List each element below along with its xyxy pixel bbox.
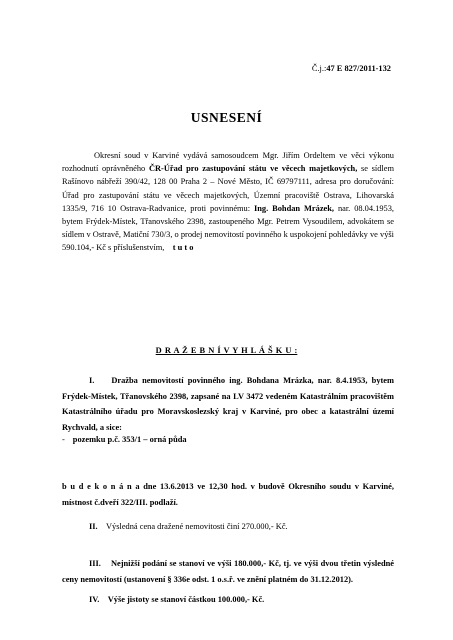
section-heading: D R A Ž E B N Í V Y H L Á Š K U : [155, 346, 298, 355]
section-4 [62, 592, 394, 608]
section-1 [62, 373, 394, 435]
case-number [312, 64, 391, 73]
auction-text: dne 13.6.2013 ve 12,30 hod. v budově Okresního soudu v Karviné, místnost č.dveří 322/III. podlaží. [62, 482, 394, 507]
auction-spaced: b u d e k o n á n a [62, 482, 140, 491]
section-2 [62, 519, 394, 535]
bullet-dash: - [62, 435, 65, 444]
intro-text-2: se sídlem Rašínovo nábřeží 390/42, 128 00 Praha 2 – Nové Město, IČ 69797111, adresa pro doručování: Úřad pro zastupování státu ve věcech majetkových, Územní pracoviště Ostrava, Lihovarská 1335/9, 716 10 Ostrava-Radvanice, proti povinnému: [62, 164, 394, 213]
section-1-label: I. [89, 376, 95, 385]
section-2-label: II. [89, 522, 98, 531]
section-3 [62, 556, 394, 587]
property-text: pozemku p.č. 353/1 – orná půda [72, 435, 187, 444]
section-2-text: Výsledná cena dražené nemovitosti činí 270.000,- Kč. [106, 522, 288, 531]
document-title: USNESENÍ [190, 110, 263, 125]
case-number-prefix: Č.j.: [311, 64, 327, 73]
intro-creditor: ČR-Úřad pro zastupování státu ve věcech majetkových, [148, 164, 358, 174]
auction-paragraph [62, 479, 394, 510]
intro-paragraph [62, 149, 394, 255]
section-4-label: IV. [89, 595, 100, 604]
section-3-text: Nejnižší podání se stanoví ve výši 180.000,- Kč, tj. ve výši dvou třetin výsledné ceny nemovitostí (ustanovení § 336e odst. 1 o.s.ř. ve znění platném do 31.12.2012). [62, 559, 394, 584]
case-number-value: 47 E 827/2011-132 [326, 64, 391, 73]
intro-tuto: t u t o [172, 243, 194, 253]
property-list-item [62, 435, 187, 444]
section-1-text: Dražba nemovitostí povinného ing. Bohdana Mrázka, nar. 8.4.1953, bytem Frýdek-Místek, Třanovského 2398, zapsané na LV 3472 vedeném Katastrálním pracovištěm Katastrálního úřadu pro Moravskoslezský kraj v Karviné, pro obec a katastrální území Rychvald, a sice: [62, 376, 394, 432]
intro-text-3: nar. 08.04.1953, bytem Frýdek-Místek, Třanovského 2398, zastoupeného Mgr. Petrem Vysoudilem, advokátem se sídlem v Ostravě, Matiční 730/3, o prodej nemovitostí povinného k uspokojení pohledávky ve výši 590.104,- Kč s příslušenstvím, [62, 203, 394, 253]
intro-debtor: Ing. Bohdan Mrázek, [254, 203, 335, 213]
section-3-label: III. [89, 559, 101, 568]
intro-text-1: Okresní soud v Karviné vydává samosoudcem Mgr. Jiřím Ordeltem ve věci výkonu rozhodnutí oprávněného [62, 151, 394, 174]
section-4-text: Výše jistoty se stanoví částkou 100.000,- Kč. [107, 595, 265, 604]
